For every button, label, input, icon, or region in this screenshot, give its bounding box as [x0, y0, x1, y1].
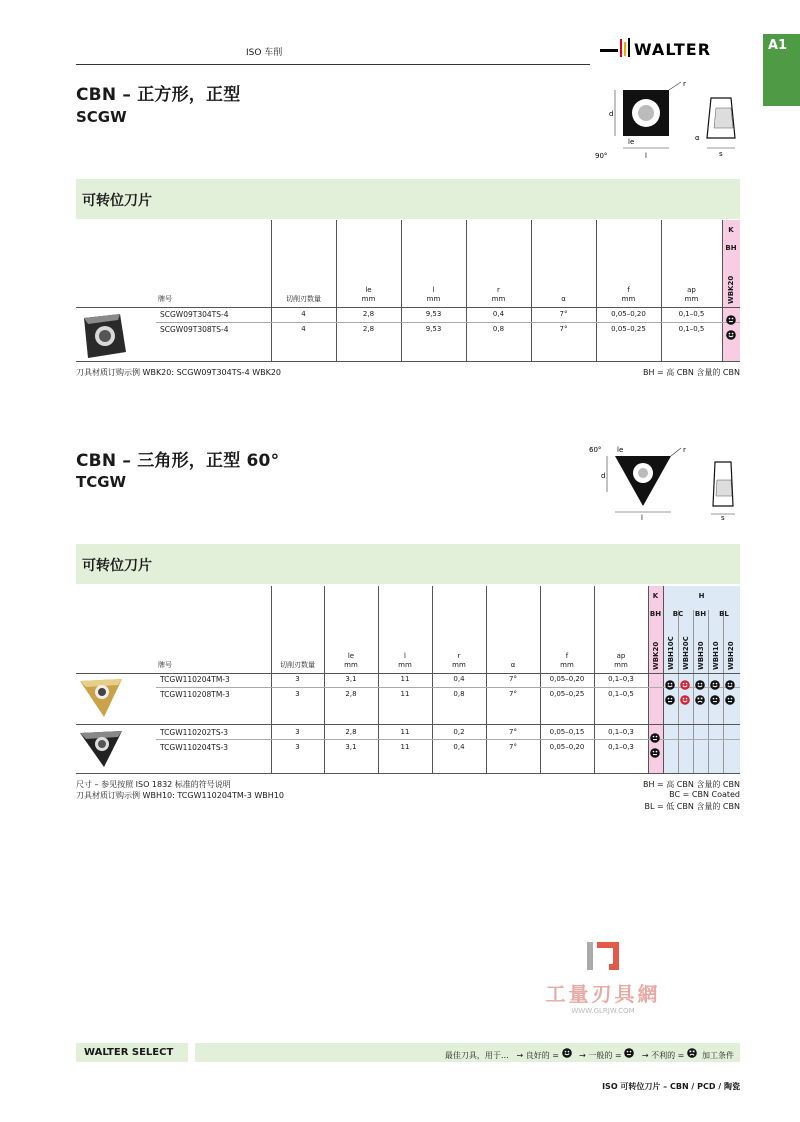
- r2-2-l: 11: [400, 690, 410, 698]
- r2-4-ap: 0,1–0,3: [608, 743, 634, 751]
- row1-le: 2,8: [362, 310, 375, 318]
- r2-2-ap: 0,1–0,5: [608, 690, 634, 698]
- grp2-h: H: [698, 592, 705, 600]
- col-f: f: [627, 286, 630, 294]
- r2-4-edges: 3: [295, 743, 300, 751]
- r2-1-le: 3,1: [345, 675, 357, 683]
- r2-2-le: 2,8: [345, 690, 357, 698]
- rating-face: [650, 743, 660, 762]
- grade-wbh20: WBH20: [727, 641, 735, 670]
- grp2-bc: BC: [672, 610, 684, 618]
- row1-edges: 4: [301, 310, 306, 318]
- section2-note-right-3: BL = 低 CBN 含量的 CBN: [644, 802, 740, 811]
- grp-k: K: [728, 226, 734, 234]
- rating-face: [680, 690, 690, 709]
- r2-4-le: 3,1: [345, 743, 357, 751]
- col-ap-unit: mm: [684, 295, 699, 303]
- legend-neutral: → 一般的 =: [579, 1051, 622, 1060]
- grp2-bh2: BH: [694, 610, 707, 618]
- section2-title: CBN – 三角形，正型 60°: [76, 451, 280, 471]
- r2-2-edges: 3: [295, 690, 300, 698]
- r2-4-code: TCGW110204TS-3: [160, 743, 229, 752]
- brand-text: WALTER: [634, 40, 712, 58]
- col-r-unit: mm: [491, 295, 506, 303]
- dim-l: l: [645, 152, 647, 160]
- dim-angle-60: 60°: [589, 446, 602, 454]
- r2-2-f: 0,05–0,25: [549, 690, 585, 698]
- r2-4-l: 11: [400, 743, 410, 751]
- legend-bad: → 不利的 =: [641, 1051, 685, 1060]
- section2-bar: 可转位刀片: [76, 544, 740, 584]
- legend-neutral-face-icon: [624, 1051, 634, 1060]
- r2-3-le: 2,8: [345, 728, 357, 736]
- rating-face: [725, 690, 735, 709]
- r2-3-f: 0,05–0,15: [549, 728, 585, 736]
- col-l-unit: mm: [426, 295, 441, 303]
- section2-table: [76, 586, 740, 774]
- grade-wbh30: WBH30: [697, 641, 705, 670]
- section1-note-right: BH = 高 CBN 含量的 CBN: [642, 368, 740, 377]
- r2-4-alpha: 7°: [509, 743, 517, 751]
- r2-3-edges: 3: [295, 728, 300, 736]
- legend-good: → 良好的 =: [516, 1051, 559, 1060]
- dim-angle: 90°: [595, 152, 608, 160]
- dim-s-2: s: [721, 514, 725, 522]
- col-designation: 牌号: [158, 295, 172, 303]
- r2-1-code: TCGW110204TM-3: [160, 675, 230, 684]
- col2-r: r: [457, 652, 461, 660]
- r2-2-r: 0,8: [453, 690, 465, 698]
- grade-wbk20-2: WBK20: [652, 641, 660, 670]
- row1-ap: 0,1–0,5: [678, 310, 705, 318]
- row2-ap: 0,1–0,5: [678, 325, 705, 333]
- col-ap: ap: [687, 286, 696, 294]
- col-r: r: [497, 286, 500, 294]
- tcgw-tm-insert-image: [78, 675, 124, 721]
- r2-1-ap: 0,1–0,3: [608, 675, 634, 683]
- r2-3-code: TCGW110202TS-3: [160, 728, 229, 737]
- legend-intro: 最佳刀具，用于…: [444, 1051, 509, 1060]
- r2-3-l: 11: [400, 728, 410, 736]
- row1-code: SCGW09T304TS-4: [160, 310, 229, 319]
- r2-2-code: TCGW110208TM-3: [160, 690, 230, 699]
- r2-1-edges: 3: [295, 675, 300, 683]
- row1-l: 9,53: [425, 310, 442, 318]
- col2-f: f: [565, 652, 569, 660]
- col2-le-unit: mm: [344, 661, 358, 669]
- section1-note-left: 刀具材质订购示例 WBK20: SCGW09T304TS-4 WBK20: [76, 368, 282, 377]
- section2-code: TCGW: [76, 473, 127, 491]
- r2-4-r: 0,4: [453, 743, 465, 751]
- col2-designation: 牌号: [158, 661, 172, 669]
- grade-wbh10: WBH10: [712, 641, 720, 670]
- row2-r: 0,8: [492, 325, 505, 333]
- col2-l-unit: mm: [398, 661, 412, 669]
- r2-1-l: 11: [400, 675, 410, 683]
- section1-table: [76, 220, 740, 362]
- col2-le: le: [347, 652, 355, 660]
- row2-le: 2,8: [362, 325, 375, 333]
- section1-bar: 可转位刀片: [76, 179, 740, 219]
- r2-1-f: 0,05–0,20: [549, 675, 585, 683]
- watermark-text: 工量刃具網: [545, 982, 661, 1006]
- dim-s: s: [719, 150, 723, 158]
- header-rule: [76, 64, 590, 65]
- scgw-technical-drawing: [585, 78, 745, 170]
- header-category: ISO 车削: [246, 48, 283, 58]
- dim-alpha: α: [695, 134, 700, 142]
- section1-title: CBN – 正方形，正型: [76, 85, 241, 105]
- grp2-k: K: [652, 592, 659, 600]
- rating-face: [695, 690, 705, 709]
- legend-bad-face-icon: [687, 1051, 697, 1060]
- col-l: l: [432, 286, 435, 294]
- chapter-tab[interactable]: A1: [763, 34, 800, 106]
- grade-wbh20c: WBH20C: [682, 636, 690, 670]
- col2-ap: ap: [616, 652, 626, 660]
- dim-r: r: [683, 80, 686, 88]
- walter-select-label: WALTER SELECT: [76, 1043, 188, 1062]
- row1-alpha: 7°: [559, 310, 568, 318]
- rating-face: [710, 690, 720, 709]
- r2-3-alpha: 7°: [509, 728, 517, 736]
- dim-d-2: d: [601, 472, 606, 480]
- col-le-unit: mm: [361, 295, 376, 303]
- watermark-logo-icon: [583, 940, 623, 974]
- row1-r: 0,4: [492, 310, 505, 318]
- rating-face: [665, 690, 675, 709]
- r2-1-r: 0,4: [453, 675, 465, 683]
- page-footer-title: ISO 可转位刀片 – CBN / PCD / 陶瓷: [602, 1082, 740, 1091]
- row2-l: 9,53: [425, 325, 442, 333]
- grp-bh: BH: [725, 244, 737, 252]
- watermark: [538, 940, 668, 1020]
- dim-l-2: l: [641, 514, 643, 522]
- r2-1-alpha: 7°: [509, 675, 517, 683]
- col2-alpha: α: [510, 661, 516, 669]
- r2-4-f: 0,05–0,20: [549, 743, 585, 751]
- legend-tail: 加工条件: [702, 1051, 734, 1060]
- rating-face: [726, 325, 736, 344]
- rating-legend: [195, 1043, 740, 1062]
- scgw-insert-image: [78, 310, 128, 360]
- tcgw-ts-insert-image: [78, 727, 124, 771]
- col-le: le: [365, 286, 372, 294]
- dim-r-2: r: [683, 446, 686, 454]
- col2-ap-unit: mm: [614, 661, 628, 669]
- section1-code: SCGW: [76, 108, 127, 126]
- row2-code: SCGW09T308TS-4: [160, 325, 229, 334]
- watermark-url: WWW.GLRJW.COM: [571, 1007, 635, 1015]
- dim-le-2: le: [617, 446, 624, 454]
- section2-note-left-1: 尺寸 – 参见按照 ISO 1832 标准的符号说明: [76, 780, 231, 789]
- dim-le: le: [628, 138, 635, 146]
- section2-note-right-2: BC = CBN Coated: [669, 790, 740, 799]
- grp2-bl: BL: [719, 610, 729, 618]
- col2-edges: 切削刃数量: [280, 661, 315, 669]
- section2-note-left-2: 刀具材质订购示例 WBH10: TCGW110204TM-3 WBH10: [76, 791, 284, 800]
- col-f-unit: mm: [621, 295, 636, 303]
- row1-f: 0,05–0,20: [611, 310, 646, 318]
- walter-logo: [600, 36, 740, 58]
- r2-2-alpha: 7°: [509, 690, 517, 698]
- row2-edges: 4: [301, 325, 306, 333]
- r2-3-ap: 0,1–0,3: [608, 728, 634, 736]
- col2-f-unit: mm: [560, 661, 574, 669]
- col-edges: 切削刃数量: [286, 295, 321, 303]
- legend-good-face-icon: [562, 1051, 572, 1060]
- tcgw-technical-drawing: [585, 440, 745, 530]
- grade-wbk20: WBK20: [727, 275, 735, 304]
- dim-d: d: [609, 110, 614, 118]
- section2-note-right-1: BH = 高 CBN 含量的 CBN: [642, 780, 740, 789]
- grade-wbh10c: WBH10C: [667, 636, 675, 670]
- row2-alpha: 7°: [559, 325, 568, 333]
- col-alpha: α: [561, 295, 566, 303]
- grp2-bh1: BH: [649, 610, 662, 618]
- col2-r-unit: mm: [452, 661, 466, 669]
- col2-l: l: [404, 652, 406, 660]
- row2-f: 0,05–0,25: [611, 325, 646, 333]
- r2-3-r: 0,2: [453, 728, 465, 736]
